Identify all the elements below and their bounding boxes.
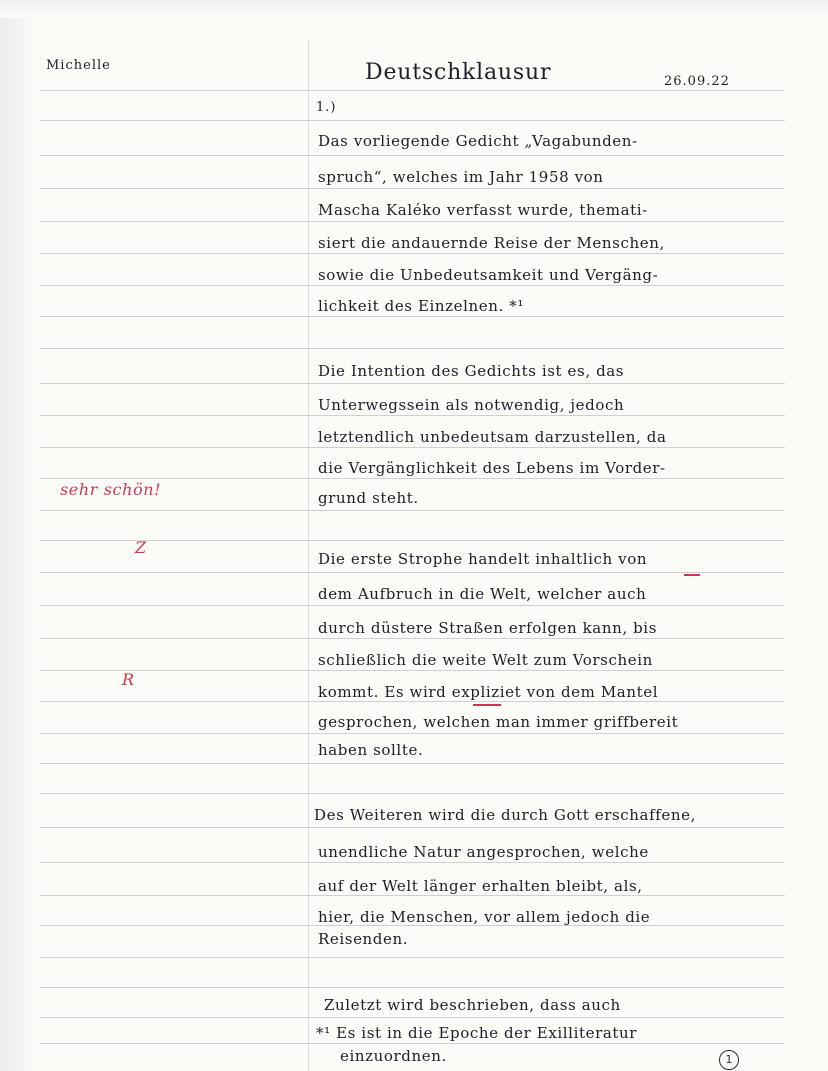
paper-shadow-left — [0, 0, 40, 1071]
ruled-line — [40, 383, 785, 384]
text-line: Das vorliegende Gedicht „Vagabunden- — [318, 132, 638, 150]
text-line: sowie die Unbedeutsamkeit und Vergäng- — [318, 266, 659, 284]
ruled-line — [40, 987, 785, 988]
text-line: haben sollte. — [318, 741, 424, 759]
text-line: kommt. Es wird expliziet von dem Mantel — [318, 683, 659, 701]
ruled-line — [40, 638, 785, 639]
ruled-line — [40, 763, 785, 764]
text-line: hier, die Menschen, vor allem jedoch die — [318, 908, 651, 926]
ruled-line — [40, 447, 785, 448]
ruled-line — [40, 90, 785, 91]
text-line: gesprochen, welchen man immer griffbereit — [318, 713, 679, 731]
text-line: Zuletzt wird beschrieben, dass auch — [324, 996, 621, 1014]
exam-date: 26.09.22 — [664, 74, 730, 89]
text-line: schließlich die weite Welt zum Vorschein — [318, 651, 653, 669]
ruled-line — [40, 1017, 785, 1018]
margin-mark-z: Z — [135, 538, 147, 557]
page-title: Deutschklausur — [365, 60, 552, 85]
ruled-line — [40, 188, 785, 189]
ruled-line — [40, 701, 785, 702]
margin-rule — [308, 40, 309, 1071]
text-line: Mascha Kaléko verfasst wurde, themati- — [318, 201, 648, 219]
margin-mark-r: R — [122, 670, 135, 689]
page-number: 1 — [719, 1050, 739, 1070]
text-line: unendliche Natur angesprochen, welche — [318, 843, 649, 861]
ruled-line — [40, 572, 785, 573]
ruled-line — [40, 605, 785, 606]
text-line: Reisenden. — [318, 930, 409, 948]
ruled-line — [40, 316, 785, 317]
text-line: lichkeit des Einzelnen. *¹ — [318, 297, 524, 315]
ruled-line — [40, 670, 785, 671]
ruled-line — [40, 253, 785, 254]
text-line: Die Intention des Gedichts ist es, das — [318, 362, 625, 380]
ruled-line — [40, 540, 785, 541]
text-line: Die erste Strophe handelt inhaltlich von — [318, 550, 648, 568]
correction-underline — [684, 574, 700, 576]
ruled-line — [40, 510, 785, 511]
footnote-line: einzuordnen. — [340, 1047, 447, 1065]
text-line: siert die andauernde Reise der Menschen, — [318, 234, 665, 252]
ruled-line — [40, 221, 785, 222]
ruled-line — [40, 895, 785, 896]
text-line: letztendlich unbedeutsam darzustellen, da — [318, 428, 667, 446]
ruled-line — [40, 827, 785, 828]
ruled-line — [40, 120, 785, 121]
ruled-line — [40, 733, 785, 734]
ruled-line — [40, 155, 785, 156]
footnote-line: *¹ Es ist in die Epoche der Exilliteratur — [316, 1024, 638, 1042]
text-line: grund steht. — [318, 489, 419, 507]
task-number: 1.) — [316, 100, 337, 115]
ruled-line — [40, 478, 785, 479]
correction-underline — [473, 704, 501, 706]
text-line: auf der Welt länger erhalten bleibt, als, — [318, 877, 643, 895]
ruled-line — [40, 415, 785, 416]
ruled-line — [40, 348, 785, 349]
ruled-line — [40, 285, 785, 286]
paper-shadow-top — [0, 0, 828, 18]
text-line: die Vergänglichkeit des Lebens im Vorder- — [318, 459, 666, 477]
text-line: spruch“, welches im Jahr 1958 von — [318, 168, 604, 186]
ruled-line — [40, 793, 785, 794]
ruled-line — [40, 862, 785, 863]
ruled-line — [40, 957, 785, 958]
margin-comment-praise: sehr schön! — [60, 480, 162, 499]
ruled-line — [40, 1043, 785, 1044]
text-line: Unterwegssein als notwendig, jedoch — [318, 396, 625, 414]
text-line: dem Aufbruch in die Welt, welcher auch — [318, 585, 647, 603]
student-name: Michelle — [46, 58, 111, 73]
text-line: durch düstere Straßen erfolgen kann, bis — [318, 619, 658, 637]
text-line: Des Weiteren wird die durch Gott erschaffene, — [314, 806, 696, 824]
